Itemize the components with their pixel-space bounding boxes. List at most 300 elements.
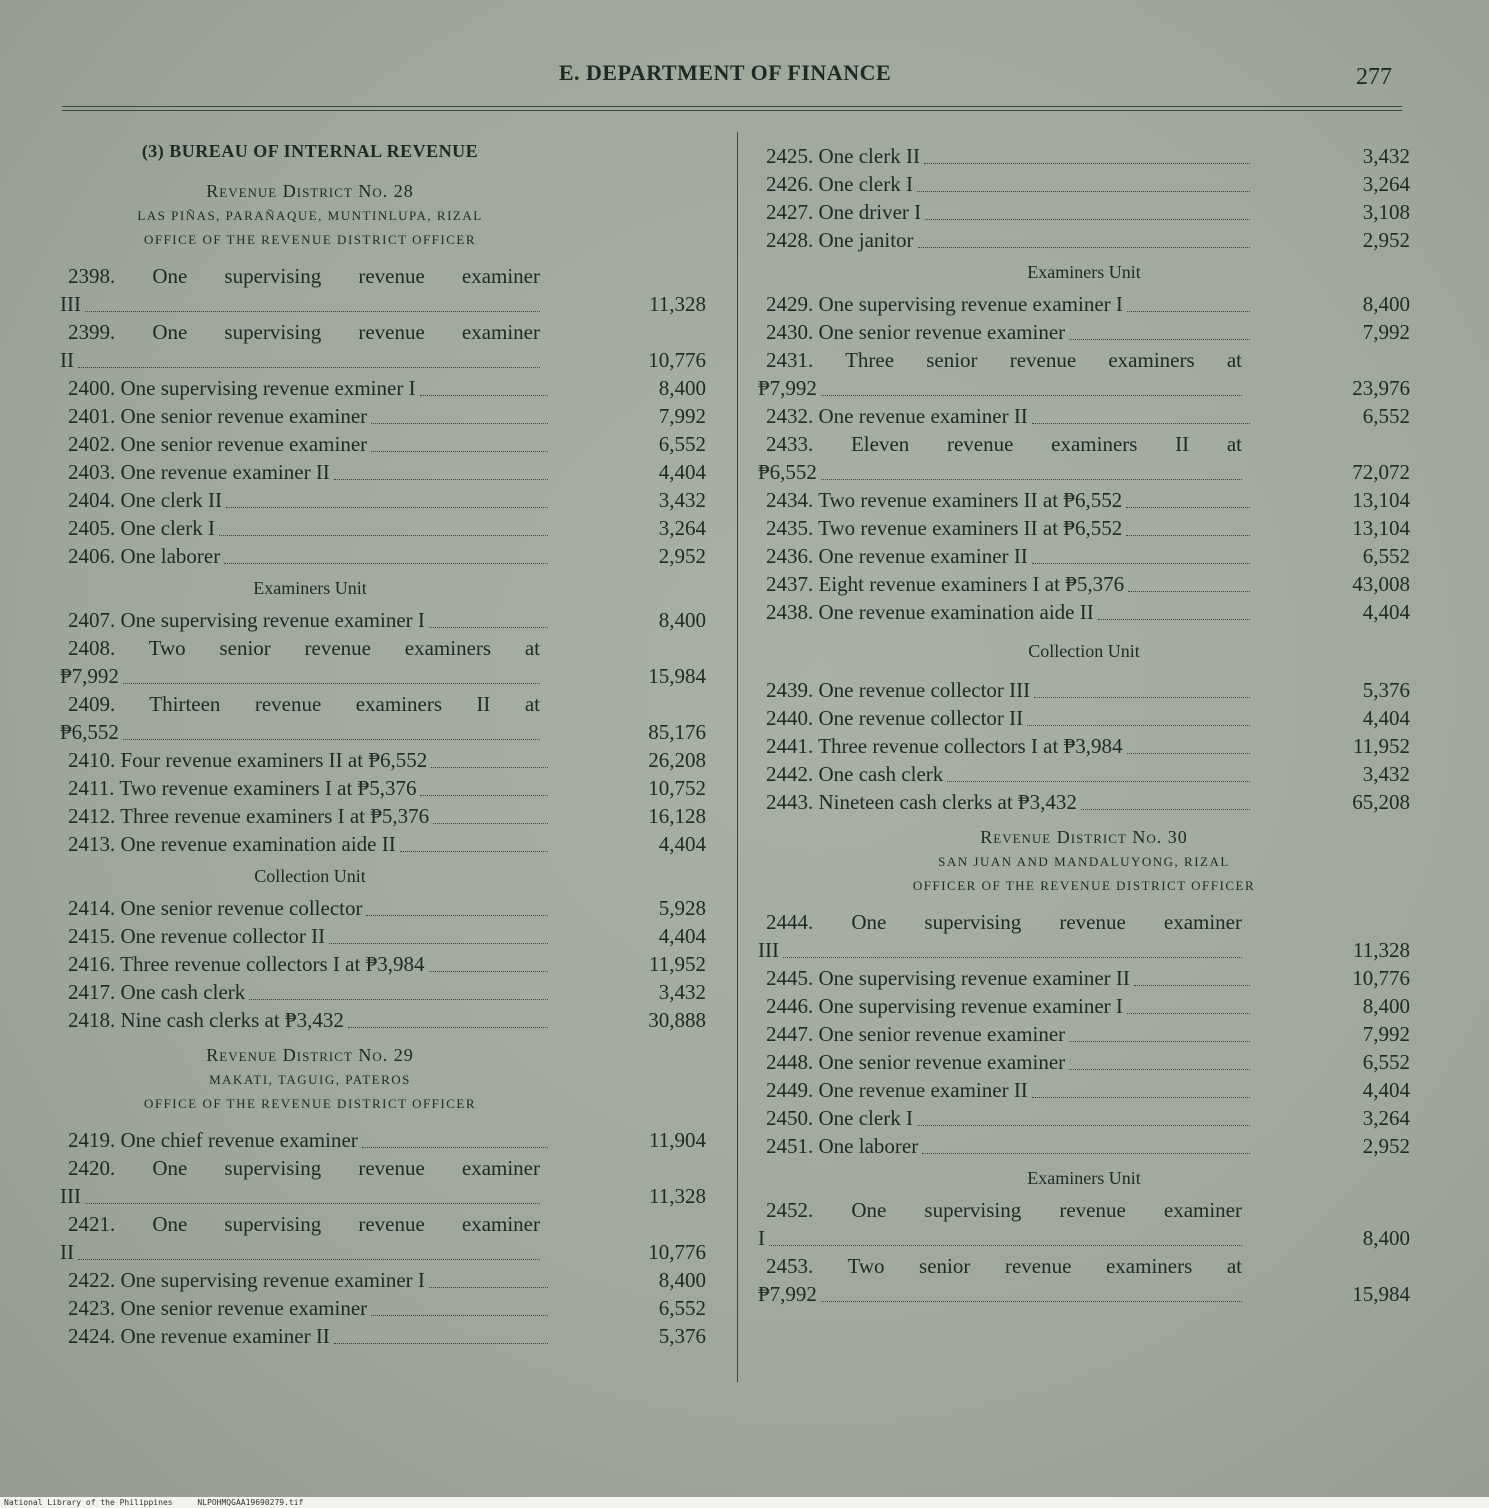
appropriation-item bbox=[758, 318, 1410, 346]
item-amount: 3,432 bbox=[1362, 144, 1410, 168]
item-amount: 10,752 bbox=[648, 776, 706, 800]
dot-leader bbox=[821, 1280, 1242, 1302]
bureau-heading: (3) BUREAU OF INTERNAL REVENUE bbox=[141, 141, 479, 161]
header-rule-thin bbox=[62, 110, 1402, 111]
item-amount: 2,952 bbox=[1362, 228, 1410, 252]
dot-leader bbox=[371, 430, 548, 452]
item-description: One revenue collector III bbox=[818, 678, 1031, 702]
dot-leader bbox=[1126, 486, 1250, 508]
column-divider bbox=[737, 132, 738, 1382]
item-description-continued: III bbox=[60, 1184, 81, 1208]
appropriation-item bbox=[758, 788, 1410, 816]
item-number: 2451. bbox=[766, 1134, 814, 1158]
item-description: One revenue examiner II bbox=[120, 460, 330, 484]
appropriation-item bbox=[758, 1076, 1410, 1104]
appropriation-item bbox=[60, 606, 706, 634]
district-29-places: MAKATI, TAGUIG, PATEROS bbox=[209, 1072, 411, 1087]
appropriation-item bbox=[60, 922, 706, 950]
item-amount: 4,404 bbox=[658, 460, 706, 484]
item-amount: 10,776 bbox=[648, 1240, 706, 1264]
item-number: 2440. bbox=[766, 706, 814, 730]
dot-leader bbox=[78, 346, 540, 368]
item-number: 2441. bbox=[766, 734, 814, 758]
item-description-continued: ₱6,552 bbox=[60, 720, 119, 744]
dot-leader bbox=[429, 606, 548, 628]
item-amount: 13,104 bbox=[1352, 516, 1410, 540]
item-number: 2398. bbox=[68, 264, 116, 288]
district-29-examiners-items bbox=[758, 290, 1410, 626]
item-description-continued: I bbox=[758, 1226, 765, 1250]
item-number: 2404. bbox=[68, 488, 116, 512]
dot-leader bbox=[249, 978, 548, 1000]
appropriation-item bbox=[60, 690, 706, 746]
item-amount: 6,552 bbox=[1362, 544, 1410, 568]
district-29-examiners-heading: Examiners Unit bbox=[1027, 262, 1141, 282]
item-number: 2399. bbox=[68, 320, 116, 344]
appropriation-item bbox=[60, 1266, 706, 1294]
item-amount: 11,328 bbox=[649, 1184, 706, 1208]
item-number: 2419. bbox=[68, 1128, 116, 1152]
item-amount: 2,952 bbox=[1362, 1134, 1410, 1158]
item-description: One chief revenue examiner bbox=[120, 1128, 358, 1152]
item-amount: 4,404 bbox=[1362, 1078, 1410, 1102]
item-amount: 4,404 bbox=[1362, 600, 1410, 624]
item-amount: 8,400 bbox=[658, 376, 706, 400]
appropriation-item bbox=[60, 1006, 706, 1034]
district-28-examiners-items bbox=[60, 606, 706, 858]
dot-leader bbox=[224, 542, 548, 564]
dot-leader bbox=[429, 950, 548, 972]
item-amount: 8,400 bbox=[1362, 292, 1410, 316]
item-number: 2405. bbox=[68, 516, 116, 540]
item-amount: 3,432 bbox=[658, 980, 706, 1004]
item-description: One revenue collector II bbox=[120, 924, 326, 948]
appropriation-item bbox=[60, 430, 706, 458]
dot-leader bbox=[917, 170, 1250, 192]
page-number: 277 bbox=[1356, 64, 1392, 90]
item-description-continued: II bbox=[60, 1240, 74, 1264]
item-number: 2409. bbox=[68, 692, 116, 716]
district-30-office: OFFICER OF THE REVENUE DISTRICT OFFICER bbox=[912, 878, 1256, 893]
item-number: 2422. bbox=[68, 1268, 116, 1292]
item-description: Three senior revenue examiners at bbox=[845, 348, 1242, 372]
appropriation-item bbox=[60, 374, 706, 402]
item-number: 2434. bbox=[766, 488, 814, 512]
item-description-continued: III bbox=[758, 938, 779, 962]
item-amount: 11,952 bbox=[1353, 734, 1410, 758]
item-number: 2417. bbox=[68, 980, 116, 1004]
appropriation-item bbox=[758, 514, 1410, 542]
item-amount: 5,376 bbox=[1362, 678, 1410, 702]
item-description: One cash clerk bbox=[818, 762, 944, 786]
item-description: One supervising revenue examiner bbox=[851, 910, 1242, 934]
item-number: 2412. bbox=[68, 804, 116, 828]
appropriation-item bbox=[60, 830, 706, 858]
item-number: 2424. bbox=[68, 1324, 116, 1348]
district-28-items bbox=[60, 262, 706, 570]
appropriation-item bbox=[60, 514, 706, 542]
item-number: 2425. bbox=[766, 144, 814, 168]
dot-leader bbox=[1081, 788, 1250, 810]
appropriation-item bbox=[758, 346, 1410, 402]
item-number: 2401. bbox=[68, 404, 116, 428]
appropriation-item bbox=[60, 774, 706, 802]
item-description: One revenue examination aide II bbox=[818, 600, 1094, 624]
dot-leader bbox=[917, 1104, 1250, 1126]
item-description: One revenue examiner II bbox=[818, 1078, 1028, 1102]
item-amount: 13,104 bbox=[1352, 488, 1410, 512]
item-description: One clerk I bbox=[120, 516, 215, 540]
page-header-title: E. DEPARTMENT OF FINANCE bbox=[558, 60, 892, 85]
right-column bbox=[758, 134, 1410, 1308]
item-amount: 11,904 bbox=[649, 1128, 706, 1152]
dot-leader bbox=[1069, 1048, 1250, 1070]
item-amount: 8,400 bbox=[1362, 994, 1410, 1018]
appropriation-item bbox=[60, 634, 706, 690]
item-description: Two senior revenue examiners at bbox=[148, 636, 540, 660]
district-28-places: LAS PIÑAS, PARAÑAQUE, MUNTINLUPA, RIZAL bbox=[137, 208, 483, 223]
dot-leader bbox=[420, 774, 548, 796]
item-number: 2443. bbox=[766, 790, 814, 814]
appropriation-item bbox=[758, 1048, 1410, 1076]
item-amount: 15,984 bbox=[648, 664, 706, 688]
item-description-continued: ₱7,992 bbox=[60, 664, 119, 688]
dot-leader bbox=[78, 1238, 540, 1260]
item-description: Nineteen cash clerks at ₱3,432 bbox=[818, 790, 1077, 814]
appropriation-item bbox=[758, 760, 1410, 788]
item-amount: 4,404 bbox=[658, 832, 706, 856]
district-28-collection-items bbox=[60, 894, 706, 1034]
dot-leader bbox=[821, 458, 1242, 480]
item-description: One senior revenue collector bbox=[120, 896, 363, 920]
appropriation-item bbox=[758, 542, 1410, 570]
appropriation-item bbox=[60, 1126, 706, 1154]
dot-leader bbox=[1027, 704, 1250, 726]
item-number: 2452. bbox=[766, 1198, 814, 1222]
item-description: Four revenue examiners II at ₱6,552 bbox=[120, 748, 428, 772]
item-amount: 10,776 bbox=[1352, 966, 1410, 990]
dot-leader bbox=[371, 402, 548, 424]
district-29-heading: Revenue District No. 29 bbox=[206, 1045, 414, 1065]
item-number: 2428. bbox=[766, 228, 814, 252]
dot-leader bbox=[219, 514, 548, 536]
dot-leader bbox=[85, 290, 540, 312]
dot-leader bbox=[371, 1294, 548, 1316]
item-number: 2436. bbox=[766, 544, 814, 568]
item-number: 2402. bbox=[68, 432, 116, 456]
dot-leader bbox=[329, 922, 548, 944]
dot-leader bbox=[1034, 676, 1250, 698]
item-amount: 43,008 bbox=[1352, 572, 1410, 596]
item-description: One supervising revenue examiner bbox=[152, 320, 540, 344]
item-number: 2420. bbox=[68, 1156, 116, 1180]
item-amount: 7,992 bbox=[1362, 1022, 1410, 1046]
dot-leader bbox=[1134, 964, 1250, 986]
dot-leader bbox=[918, 226, 1250, 248]
appropriation-item bbox=[60, 894, 706, 922]
item-number: 2442. bbox=[766, 762, 814, 786]
item-number: 2449. bbox=[766, 1078, 814, 1102]
left-column bbox=[60, 134, 706, 1350]
item-amount: 7,992 bbox=[658, 404, 706, 428]
item-amount: 3,264 bbox=[658, 516, 706, 540]
appropriation-item bbox=[60, 1154, 706, 1210]
item-description: One senior revenue examiner bbox=[818, 1022, 1066, 1046]
item-description: Eleven revenue examiners II at bbox=[850, 432, 1243, 456]
item-amount: 6,552 bbox=[1362, 404, 1410, 428]
item-description: One senior revenue examiner bbox=[818, 1050, 1066, 1074]
item-amount: 3,264 bbox=[1362, 1106, 1410, 1130]
dot-leader bbox=[1069, 318, 1250, 340]
item-description: Nine cash clerks at ₱3,432 bbox=[120, 1008, 344, 1032]
appropriation-item bbox=[758, 1020, 1410, 1048]
item-description: One clerk I bbox=[818, 1106, 913, 1130]
appropriation-item bbox=[758, 704, 1410, 732]
item-description: Thirteen revenue examiners II at bbox=[149, 692, 540, 716]
item-number: 2429. bbox=[766, 292, 814, 316]
item-amount: 15,984 bbox=[1352, 1282, 1410, 1306]
dot-leader bbox=[1127, 992, 1250, 1014]
item-amount: 72,072 bbox=[1352, 460, 1410, 484]
item-amount: 5,928 bbox=[658, 896, 706, 920]
item-amount: 8,400 bbox=[658, 608, 706, 632]
dot-leader bbox=[420, 374, 548, 396]
item-description: One laborer bbox=[120, 544, 221, 568]
item-number: 2445. bbox=[766, 966, 814, 990]
dot-leader bbox=[1032, 402, 1250, 424]
item-description: One senior revenue examiner bbox=[818, 320, 1066, 344]
scan-footer bbox=[0, 1497, 1489, 1508]
item-amount: 65,208 bbox=[1352, 790, 1410, 814]
item-amount: 30,888 bbox=[648, 1008, 706, 1032]
appropriation-item bbox=[60, 802, 706, 830]
item-description-continued: ₱6,552 bbox=[758, 460, 817, 484]
dot-leader bbox=[362, 1126, 548, 1148]
footer-library: National Library of the Philippines bbox=[4, 1498, 173, 1507]
appropriation-item bbox=[758, 142, 1410, 170]
appropriation-item bbox=[60, 746, 706, 774]
dot-leader bbox=[922, 1132, 1250, 1154]
item-description: One revenue examiner II bbox=[818, 404, 1028, 428]
item-amount: 4,404 bbox=[1362, 706, 1410, 730]
item-description-continued: III bbox=[60, 292, 81, 316]
district-30-examiners-items bbox=[758, 1196, 1410, 1308]
dot-leader bbox=[1126, 514, 1250, 536]
district-30-places: SAN JUAN AND MANDALUYONG, RIZAL bbox=[938, 854, 1230, 869]
appropriation-item bbox=[60, 402, 706, 430]
item-amount: 5,376 bbox=[658, 1324, 706, 1348]
appropriation-item bbox=[758, 198, 1410, 226]
appropriation-item bbox=[60, 978, 706, 1006]
dot-leader bbox=[925, 198, 1250, 220]
item-number: 2448. bbox=[766, 1050, 814, 1074]
appropriation-item bbox=[758, 598, 1410, 626]
item-amount: 85,176 bbox=[648, 720, 706, 744]
appropriation-item bbox=[758, 226, 1410, 254]
item-number: 2414. bbox=[68, 896, 116, 920]
dot-leader bbox=[334, 1322, 548, 1344]
item-amount: 23,976 bbox=[1352, 376, 1410, 400]
item-number: 2439. bbox=[766, 678, 814, 702]
item-number: 2447. bbox=[766, 1022, 814, 1046]
appropriation-item bbox=[758, 908, 1410, 964]
item-amount: 16,128 bbox=[648, 804, 706, 828]
item-amount: 3,108 bbox=[1362, 200, 1410, 224]
item-number: 2433. bbox=[766, 432, 814, 456]
district-29-continued-items bbox=[758, 142, 1410, 254]
item-description: One revenue examiner II bbox=[120, 1324, 330, 1348]
item-description: One laborer bbox=[818, 1134, 919, 1158]
item-description-continued: ₱7,992 bbox=[758, 1282, 817, 1306]
dot-leader bbox=[783, 936, 1242, 958]
item-number: 2410. bbox=[68, 748, 116, 772]
appropriation-item bbox=[60, 1294, 706, 1322]
district-30-items bbox=[758, 908, 1410, 1160]
dot-leader bbox=[429, 1266, 548, 1288]
dot-leader bbox=[334, 458, 548, 480]
item-description: One clerk II bbox=[818, 144, 920, 168]
item-number: 2430. bbox=[766, 320, 814, 344]
item-number: 2406. bbox=[68, 544, 116, 568]
item-number: 2408. bbox=[68, 636, 116, 660]
appropriation-item bbox=[758, 402, 1410, 430]
item-description: Three revenue collectors I at ₱3,984 bbox=[120, 952, 425, 976]
item-amount: 11,952 bbox=[649, 952, 706, 976]
dot-leader bbox=[123, 718, 540, 740]
district-29-items bbox=[60, 1126, 706, 1350]
item-description: One janitor bbox=[818, 228, 914, 252]
dot-leader bbox=[1128, 570, 1250, 592]
item-number: 2438. bbox=[766, 600, 814, 624]
item-amount: 3,432 bbox=[1362, 762, 1410, 786]
dot-leader bbox=[1032, 1076, 1250, 1098]
item-number: 2403. bbox=[68, 460, 116, 484]
item-description: Two senior revenue examiners at bbox=[847, 1254, 1242, 1278]
appropriation-item bbox=[758, 992, 1410, 1020]
item-description: One senior revenue examiner bbox=[120, 404, 368, 428]
item-amount: 3,432 bbox=[658, 488, 706, 512]
dot-leader bbox=[1069, 1020, 1250, 1042]
dot-leader bbox=[1098, 598, 1250, 620]
appropriation-item bbox=[60, 318, 706, 374]
dot-leader bbox=[924, 142, 1250, 164]
item-description: One cash clerk bbox=[120, 980, 246, 1004]
appropriation-item bbox=[60, 1322, 706, 1350]
dot-leader bbox=[1127, 732, 1250, 754]
item-number: 2415. bbox=[68, 924, 116, 948]
item-amount: 26,208 bbox=[648, 748, 706, 772]
item-amount: 4,404 bbox=[658, 924, 706, 948]
item-description: One supervising revenue examiner bbox=[851, 1198, 1242, 1222]
item-number: 2421. bbox=[68, 1212, 116, 1236]
district-28-examiners-heading: Examiners Unit bbox=[253, 578, 367, 598]
item-number: 2413. bbox=[68, 832, 116, 856]
item-description: One supervising revenue examiner I bbox=[120, 608, 425, 632]
item-number: 2431. bbox=[766, 348, 814, 372]
item-amount: 11,328 bbox=[649, 292, 706, 316]
item-number: 2432. bbox=[766, 404, 814, 428]
dot-leader bbox=[1032, 542, 1250, 564]
district-29-collection-items bbox=[758, 676, 1410, 816]
dot-leader bbox=[85, 1182, 540, 1204]
appropriation-item bbox=[758, 430, 1410, 486]
item-number: 2437. bbox=[766, 572, 814, 596]
dot-leader bbox=[348, 1006, 548, 1028]
item-description: Eight revenue examiners I at ₱5,376 bbox=[818, 572, 1125, 596]
item-description: One supervising revenue examiner I bbox=[120, 1268, 425, 1292]
item-amount: 6,552 bbox=[1362, 1050, 1410, 1074]
item-description: Two revenue examiners I at ₱5,376 bbox=[119, 776, 417, 800]
item-description-continued: ₱7,992 bbox=[758, 376, 817, 400]
item-description: Two revenue examiners II at ₱6,552 bbox=[818, 516, 1123, 540]
item-description: One clerk II bbox=[120, 488, 222, 512]
appropriation-item bbox=[758, 290, 1410, 318]
item-description: One clerk I bbox=[818, 172, 913, 196]
appropriation-item bbox=[758, 1132, 1410, 1160]
item-amount: 2,952 bbox=[658, 544, 706, 568]
appropriation-item bbox=[758, 486, 1410, 514]
item-number: 2435. bbox=[766, 516, 814, 540]
item-description: One supervising revenue examiner I bbox=[818, 994, 1123, 1018]
dot-leader bbox=[433, 802, 548, 824]
appropriation-item bbox=[60, 950, 706, 978]
appropriation-item bbox=[758, 1104, 1410, 1132]
item-amount: 6,552 bbox=[658, 432, 706, 456]
item-amount: 7,992 bbox=[1362, 320, 1410, 344]
item-number: 2450. bbox=[766, 1106, 814, 1130]
item-amount: 6,552 bbox=[658, 1296, 706, 1320]
item-description-continued: II bbox=[60, 348, 74, 372]
dot-leader bbox=[400, 830, 548, 852]
dot-leader bbox=[1127, 290, 1250, 312]
item-description: One supervising revenue exminer I bbox=[120, 376, 416, 400]
dot-leader bbox=[123, 662, 540, 684]
header-rule bbox=[62, 106, 1402, 107]
item-description: One supervising revenue examiner I bbox=[818, 292, 1123, 316]
item-number: 2418. bbox=[68, 1008, 116, 1032]
item-description: One supervising revenue examiner bbox=[152, 1212, 540, 1236]
appropriation-item bbox=[758, 676, 1410, 704]
item-amount: 10,776 bbox=[648, 348, 706, 372]
appropriation-item bbox=[60, 262, 706, 318]
appropriation-item bbox=[758, 1252, 1410, 1308]
footer-file: NLPOHMQGAA19690279.tif bbox=[197, 1498, 304, 1507]
item-number: 2411. bbox=[68, 776, 115, 800]
item-number: 2444. bbox=[766, 910, 814, 934]
item-description: One supervising revenue examiner bbox=[152, 1156, 540, 1180]
item-number: 2407. bbox=[68, 608, 116, 632]
dot-leader bbox=[431, 746, 548, 768]
district-30-examiners-heading: Examiners Unit bbox=[1027, 1168, 1141, 1188]
item-number: 2426. bbox=[766, 172, 814, 196]
district-28-office: OFFICE OF THE REVENUE DISTRICT OFFICER bbox=[143, 232, 477, 247]
dot-leader bbox=[366, 894, 548, 916]
item-number: 2400. bbox=[68, 376, 116, 400]
district-28-heading: Revenue District No. 28 bbox=[206, 181, 414, 201]
dot-leader bbox=[226, 486, 548, 508]
item-number: 2416. bbox=[68, 952, 116, 976]
item-number: 2427. bbox=[766, 200, 814, 224]
item-amount: 3,264 bbox=[1362, 172, 1410, 196]
item-description: Two revenue examiners II at ₱6,552 bbox=[818, 488, 1123, 512]
appropriation-item bbox=[60, 1210, 706, 1266]
district-29-collection-heading: Collection Unit bbox=[1028, 641, 1140, 661]
item-number: 2423. bbox=[68, 1296, 116, 1320]
appropriation-item bbox=[758, 964, 1410, 992]
appropriation-item bbox=[758, 1196, 1410, 1252]
item-description: One revenue collector II bbox=[818, 706, 1024, 730]
item-description: Three revenue examiners I at ₱5,376 bbox=[120, 804, 430, 828]
